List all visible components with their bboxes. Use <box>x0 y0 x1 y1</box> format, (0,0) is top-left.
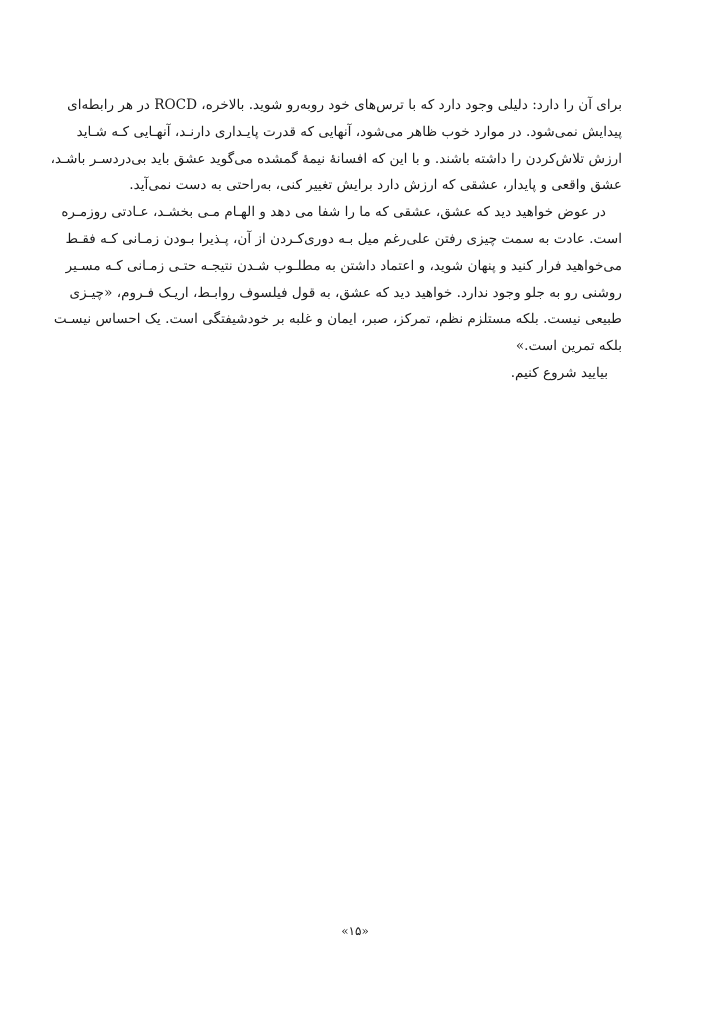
body-text <box>50 92 622 387</box>
text-line: طبیعی نیست. بلکه مستلزم نظم، تمرکز، صبر، ایمان و غلبه بر خودشیفتگی است. یک احساس نیسـت <box>53 311 622 328</box>
text-line: برای آن را دارد: دلیلی وجود دارد که با ترس‌های خود روبه‌رو شوید. بالاخره، ROCD در هر رابطه‌ای <box>67 97 622 113</box>
text-line: روشنی رو به جلو وجود ندارد. خواهید دید که عشق، به قول فیلسوف روابـط، اریـک فـروم، «چیـزی <box>69 284 622 301</box>
text-line: پیدایش نمی‌شود. در موارد خوب ظاهر می‌شود، آنهایی که قدرت پایـداری دارنـد، آنهـایی کـه شـاید <box>76 123 622 140</box>
text-line: عشق واقعی و پایدار، عشقی که ارزش دارد برایش تغییر کنی، به‌راحتی به دست نمی‌آید. <box>129 177 622 194</box>
text-line: در عوض خواهید دید که عشق، عشقی که ما را شفا می دهد و الهـام مـی بخشـد، عـادتی روزمـره <box>61 204 606 221</box>
text-line: می‌خواهید فرار کنید و پنهان شوید، و اعتماد داشتن به مطلـوب شـدن نتیجـه حتـی زمـانی کـه مسـیر <box>65 257 622 274</box>
text-line: ارزش تلاش‌کردن را داشته باشند. و با این که افسانهٔ نیمهٔ گمشده می‌گوید عشق باید بی‌دردسـر باشـد، <box>50 150 622 167</box>
text-line: است. عادت به سمت چیزی رفتن علی‌رغم میل بـه دوری‌کـردن از آن، پـذیرا بـودن زمـانی کـه فقـط <box>65 230 622 247</box>
text-line: بیایید شروع کنیم. <box>510 364 608 381</box>
page-number: «۱۵» <box>341 924 369 938</box>
text-line: بلکه تمرین است.» <box>515 338 622 355</box>
